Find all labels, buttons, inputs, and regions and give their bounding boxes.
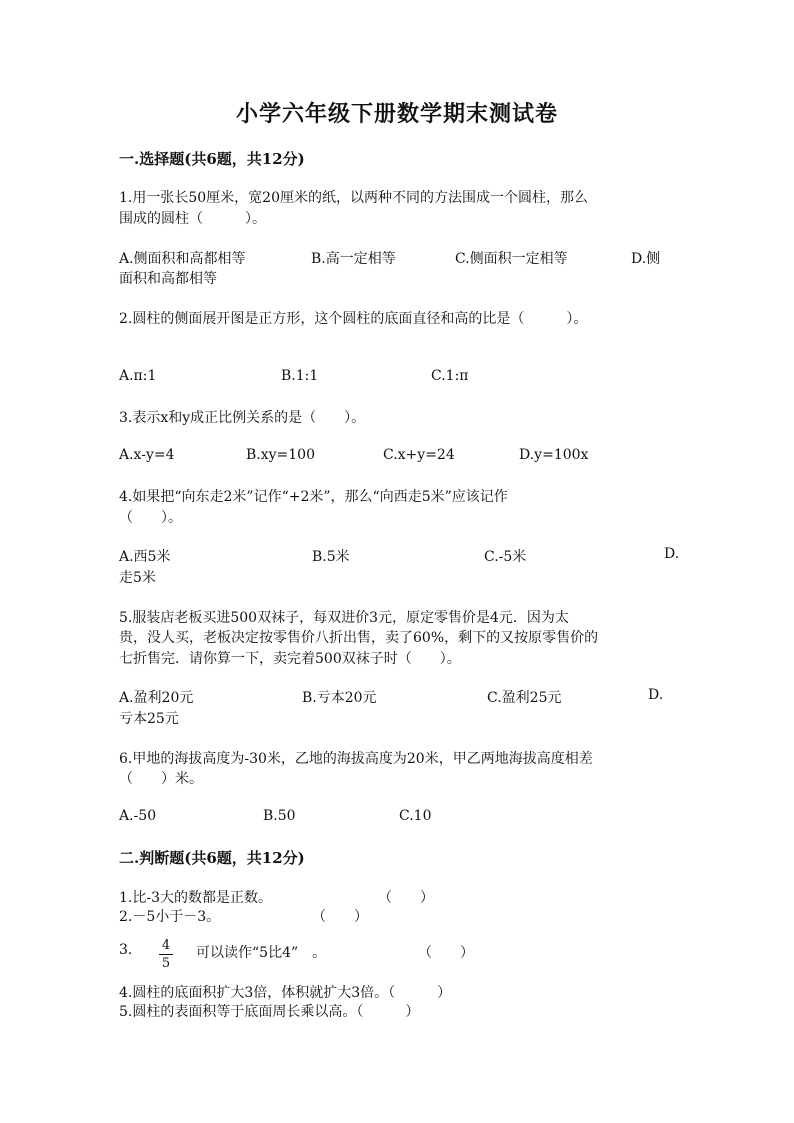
j1-answer-paren: （ ） — [378, 890, 434, 906]
q4-option-b: B.5米 — [312, 549, 350, 565]
q4-option-c: C.-5米 — [484, 549, 527, 565]
j3-text: 可以读作“5比4” 。 — [196, 945, 327, 961]
q4-option-a: A.西5米 — [119, 549, 171, 565]
q4-line1: 4.如果把“向东走2米”记作“+2米”，那么“向西走5米”应该记作 — [119, 489, 508, 505]
q6-line2: （ ）米。 — [119, 771, 203, 787]
j3-fraction-denominator: 5 — [161, 956, 171, 971]
q2-option-a: A.π:1 — [119, 368, 157, 384]
q2-option-b: B.1:1 — [281, 368, 319, 384]
q5-option-d: D. — [648, 687, 664, 703]
q5-line1: 5.服装店老板买进500双袜子，每双进价3元，原定零售价是4元．因为太 — [119, 610, 569, 626]
q2-option-c: C.1:π — [431, 368, 469, 384]
q3-option-c: C.x+y=24 — [383, 447, 455, 463]
q1-option-a: A.侧面积和高都相等 — [119, 251, 246, 267]
q5-option-b: B.亏本20元 — [302, 690, 377, 706]
q1-option-b: B.高一定相等 — [311, 251, 396, 267]
j4-text: 4.圆柱的底面积扩大3倍，体积就扩大3倍。（ ） — [119, 985, 452, 1001]
j3-number: 3. — [119, 942, 133, 958]
q4-option-d: D. — [664, 546, 680, 562]
q6-option-b: B.50 — [263, 808, 296, 824]
q1-line1: 1.用一张长50厘米，宽20厘米的纸，以两种不同的方法围成一个圆柱，那么 — [119, 190, 588, 206]
q5-option-c: C.盈利25元 — [487, 690, 562, 706]
q5-option-d-cont: 亏本25元 — [119, 711, 179, 727]
q1-option-d: D.侧 — [631, 251, 661, 267]
j3-fraction-bar — [159, 954, 173, 955]
q3-option-b: B.xy=100 — [246, 447, 315, 463]
j3-fraction — [159, 938, 173, 971]
q2-line1: 2.圆柱的侧面展开图是正方形，这个圆柱的底面直径和高的比是（ ）。 — [119, 311, 588, 327]
q6-option-c: C.10 — [399, 808, 432, 824]
j3-answer-paren: （ ） — [418, 945, 474, 961]
q5-line3: 七折售完．请你算一下，卖完着500双袜子时（ ）。 — [119, 651, 461, 667]
j2-text: 2.－5小于－3。 — [119, 909, 221, 925]
section-heading-judgement: 二.判断题(共6题，共12分) — [119, 849, 305, 867]
q6-option-a: A.-50 — [119, 808, 157, 824]
section-heading-choice: 一.选择题(共6题，共12分) — [119, 150, 305, 168]
q3-option-d: D.y=100x — [519, 447, 589, 463]
q1-line2: 围成的圆柱（ ）。 — [119, 211, 266, 227]
q1-option-d-cont: 面积和高都相等 — [119, 271, 217, 287]
q1-option-c: C.侧面积一定相等 — [455, 251, 568, 267]
j1-text: 1.比-3大的数都是正数。 — [119, 890, 272, 906]
q5-line2: 贵，没人买，老板决定按零售价八折出售，卖了60%，剩下的又按原零售价的 — [119, 630, 599, 646]
q3-option-a: A.x-y=4 — [119, 447, 175, 463]
q4-line2: （ ）。 — [119, 510, 182, 526]
j3-fraction-numerator: 4 — [161, 938, 171, 953]
q4-option-d-cont: 走5米 — [119, 570, 156, 586]
q5-option-a: A.盈利20元 — [119, 690, 194, 706]
page-title: 小学六年级下册数学期末测试卷 — [235, 101, 558, 127]
q6-line1: 6.甲地的海拔高度为-30米，乙地的海拔高度为20米，甲乙两地海拔高度相差 — [119, 751, 593, 767]
q3-line1: 3.表示x和y成正比例关系的是（ ）。 — [119, 410, 366, 426]
j5-text: 5.圆柱的表面积等于底面周长乘以高。（ ） — [119, 1004, 420, 1020]
j2-answer-paren: （ ） — [312, 909, 368, 925]
